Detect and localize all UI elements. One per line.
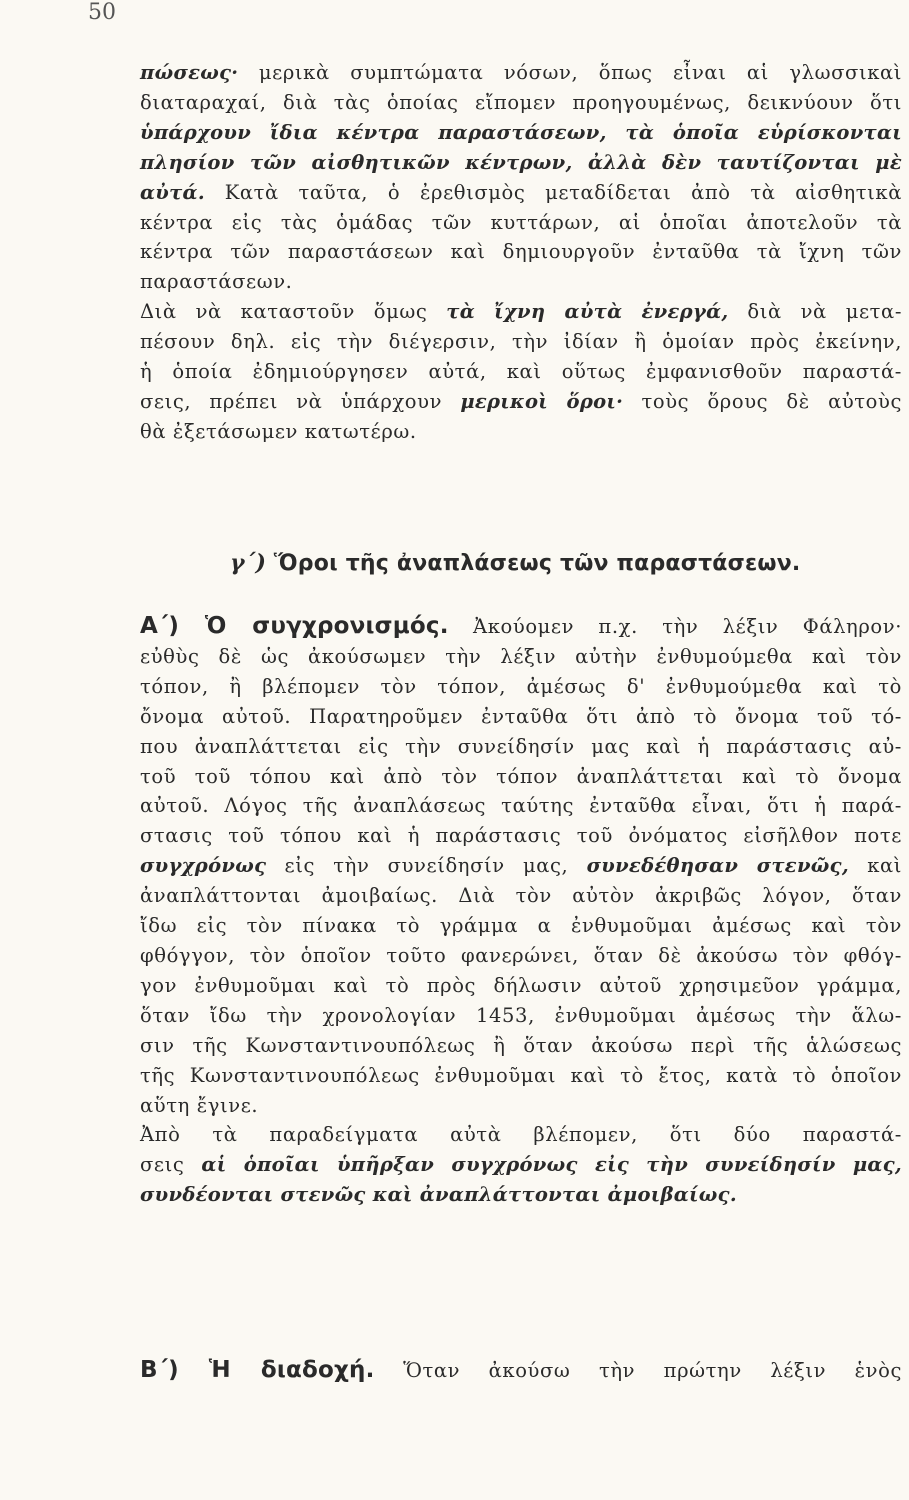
text-line: παραστάσεων. [140,270,293,294]
text-line: γον ἐνθυμοῦμαι καὶ τὸ πρὸς δήλωσιν αὐτοῦ χρησιμεῦον γράμμα, [140,973,902,997]
text-line: σιν τῆς Κωνσταντινουπόλεως ἢ ὅταν ἀκούσω περὶ τῆς ἁλώσεως [140,1033,902,1057]
text-line: τόπον, ἢ βλέπομεν τὸν τόπον, ἀμέσως δ' ἐνθυμούμεθα καὶ τὸ [140,674,902,698]
text-line: πώσεως· μερικὰ συμπτώματα νόσων, ὅπως εἶναι αἱ γλωσσικαὶ [140,61,902,84]
section-b-label: Β΄) Ἡ διαδοχή. [140,1357,375,1383]
text-line: ὅταν ἴδω τὴν χρονολογίαν 1453, ἐνθυμοῦμαι ἀμέσως τὴν ἅλω- [140,1003,902,1027]
text-line: πέσουν δηλ. εἰς τὴν διέγερσιν, τὴν ἰδίαν ἢ ὁμοίαν πρὸς ἐκείνην, [140,330,902,354]
text-line: εὐθὺς δὲ ὡς ἀκούσωμεν τὴν λέξιν αὐτὴν ἐνθυμούμεθα καὶ τὸν [140,644,902,668]
paragraph-2 [140,297,902,447]
text-line: κέντρα εἰς τὰς ὁμάδας τῶν κυττάρων, αἱ ὁποῖαι ἀποτελοῦν τὰ [140,210,902,234]
text-line: σεις αἱ ὁποῖαι ὑπῆρξαν συγχρόνως εἰς τὴν συνείδησίν μας, [140,1153,902,1177]
text-line: Διὰ νὰ καταστοῦν ὅμως τὰ ἴχνη αὐτὰ ἐνεργά, διὰ νὰ μετα- [140,300,903,324]
text-line: θὰ ἐξετάσωμεν κατωτέρω. [140,419,417,443]
section-a-label: Α΄) Ὁ συγχρονισμός. [140,613,449,639]
text-line: συνδέονται στενῶς καὶ ἀναπλάττονται ἀμοιβαίως. [140,1183,737,1207]
text-line: τῆς Κωνσταντινουπόλεως ἐνθυμοῦμαι καὶ τὸ ἔτος, κατὰ τὸ ὁποῖον [140,1063,902,1087]
text-line: Β΄) Ἡ διαδοχή. Ὅταν ἀκούσω τὴν πρώτην λέξιν ἑνὸς [140,1357,902,1383]
text-line: σεις, πρέπει νὰ ὑπάρχουν μερικοὶ ὅροι· τοὺς ὅρους δὲ αὐτοὺς [140,389,902,413]
section-heading: γ΄) Ὅροι τῆς ἀναπλάσεως τῶν παραστάσεων. [230,550,801,576]
text-line: που ἀναπλάττεται εἰς τὴν συνείδησίν μας καὶ ἡ παράστασις αὐ- [140,734,902,758]
text-line: αὕτη ἔγινε. [140,1093,259,1117]
text-line: ὄνομα αὐτοῦ. Παρατηροῦμεν ἐνταῦθα ὅτι ἀπὸ τὸ ὄνομα τοῦ τό- [140,704,902,728]
text-line: κέντρα τῶν παραστάσεων καὶ δημιουργοῦν ἐνταῦθα τὰ ἴχνη τῶν [140,240,902,264]
text-line: ἴδω εἰς τὸν πίνακα τὸ γράμμα α ἐνθυμοῦμαι ἀμέσως καὶ τὸν [140,914,902,938]
text-line: ἡ ὁποία ἐδημιούργησεν αὐτά, καὶ οὕτως ἐμφανισθοῦν παραστά- [140,360,902,384]
page-number: 50 [88,0,116,25]
text-line: διαταραχαί, διὰ τὰς ὁποίας εἴπομεν προηγουμένως, δεικνύουν ὅτι [140,90,902,114]
text-line: ἀναπλάττονται ἀμοιβαίως. Διὰ τὸν αὐτὸν ἀκριβῶς λόγον, ὅταν [140,884,902,908]
body-text [140,58,902,447]
text-line: συγχρόνως εἰς τὴν συνείδησίν μας, συνεδέθησαν στενῶς, καὶ [140,854,902,878]
text-line: στασις τοῦ τόπου καὶ ἡ παράστασις τοῦ ὀνόματος εἰσῆλθον ποτε [140,824,902,848]
text-line: αὐτοῦ. Λόγος τῆς ἀναπλάσεως ταύτης ἐνταῦθα εἶναι, ὅτι ἡ παρά- [140,794,902,818]
text-line: Α΄) Ὁ συγχρονισμός. Ἀκούομεν π.χ. τὴν λέξιν Φάληρον· [140,613,902,639]
text-line: αὐτά. Κατὰ ταῦτα, ὁ ἐρεθισμὸς μεταδίδεται ἀπὸ τὰ αἰσθητικὰ [140,180,902,204]
text-line: πλησίον τῶν αἰσθητικῶν κέντρων, ἀλλὰ δὲν ταυτίζονται μὲ [140,150,902,174]
section-b [140,1356,902,1386]
section-a [140,612,902,1210]
text-line: ὑπάρχουν ἴδια κέντρα παραστάσεων, τὰ ὁποῖα εὑρίσκονται [140,120,902,144]
text-line: φθόγγον, τὸν ὁποῖον τοῦτο φανερώνει, ὅταν δὲ ἀκούσω τὸν φθόγ- [140,943,902,967]
text-line: Ἀπὸ τὰ παραδείγματα αὐτὰ βλέπομεν, ὅτι δύο παραστά- [140,1123,902,1147]
text-line: τοῦ τοῦ τόπου καὶ ἀπὸ τὸν τόπον ἀναπλάττεται καὶ τὸ ὄνομα [140,764,902,788]
paragraph-1 [140,58,902,297]
